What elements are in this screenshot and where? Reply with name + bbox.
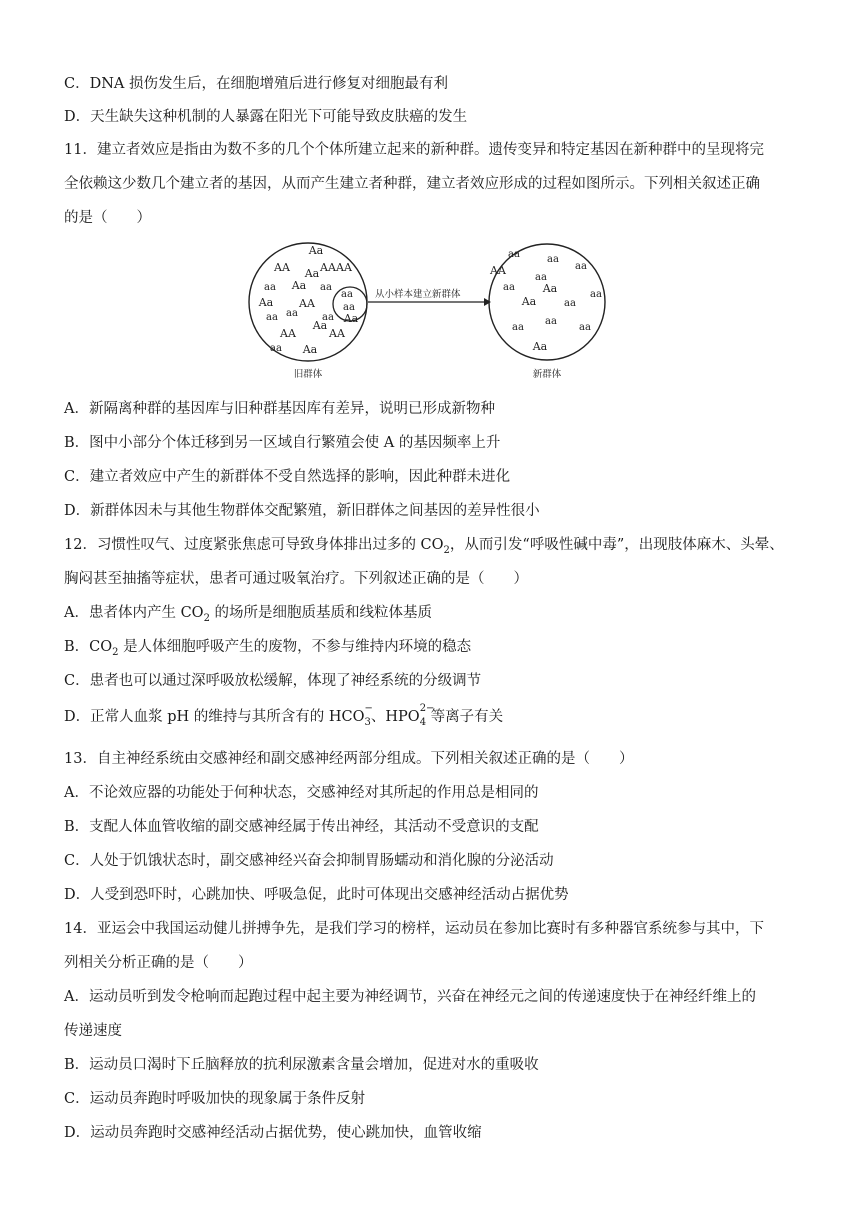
old-genotype-2: Aa <box>304 267 320 280</box>
old-population-label: 旧群体 <box>293 369 323 380</box>
new-genotype-13: Aa <box>532 340 548 353</box>
old-genotype-5: aa <box>264 282 276 293</box>
new-genotype-0: aa <box>508 249 520 260</box>
ion-charge <box>364 703 373 733</box>
sample-genotype-2: Aa <box>343 312 359 325</box>
superscript: − <box>364 703 373 714</box>
option-12b <box>64 637 471 663</box>
text-run: 的场所是细胞质基质和线粒体基质 <box>209 605 433 621</box>
option-13a: A．不论效应器的功能处于何种状态，交感神经对其所起的作用总是相同的 <box>64 785 539 801</box>
question-11-stem-line3: 的是（ ） <box>64 210 151 226</box>
new-genotype-9: aa <box>590 289 602 300</box>
text-run: 12．习惯性叹气、过度紧张焦虑可导致身体排出过多的 CO <box>64 537 444 553</box>
founder-effect-figure <box>246 236 616 386</box>
new-genotype-2: AA <box>490 264 506 277</box>
option-13d: D．人受到恐吓时，心跳加快、呼吸急促，此时可体现出交感神经活动占据优势 <box>64 887 569 903</box>
question-12-stem-line2: 胸闷甚至抽搐等症状，患者可通过吸氧治疗。下列叙述正确的是（ ） <box>64 571 528 587</box>
old-genotype-0: Aa <box>308 244 324 257</box>
option-14b: B．运动员口渴时下丘脑释放的抗利尿激素含量会增加，促进对水的重吸收 <box>64 1057 539 1073</box>
new-genotype-11: aa <box>545 316 557 327</box>
question-12-stem-line1 <box>64 535 784 561</box>
option-14a-line1: A．运动员听到发令枪响而起跑过程中起主要为神经调节，兴奋在神经元之间的传递速度快于在神经纤维上的 <box>64 989 756 1005</box>
option-14a-line2: 传递速度 <box>64 1023 122 1039</box>
option-10c: C．DNA 损伤发生后，在细胞增殖后进行修复对细胞最有利 <box>64 76 448 92</box>
question-11-stem-line2: 全依赖这少数几个建立者的基因，从而产生建立者种群，建立者效应形成的过程如图所示。下列相关叙述正确 <box>64 176 760 192</box>
subscript: 2 <box>112 646 119 658</box>
new-genotype-1: aa <box>547 254 559 265</box>
subscript: 2 <box>203 612 210 624</box>
old-genotype-10: aa <box>286 308 298 319</box>
new-genotype-5: aa <box>503 282 515 293</box>
option-11d: D．新群体因未与其他生物群体交配繁殖，新旧群体之间基因的差异性很小 <box>64 503 540 519</box>
old-genotype-15: AA <box>329 327 345 340</box>
old-genotype-9: AA <box>299 297 315 310</box>
option-13c: C．人处于饥饿状态时，副交感神经兴奋会抑制胃肠蠕动和消化腺的分泌活动 <box>64 853 554 869</box>
text-run: D．正常人血浆 pH 的维持与其所含有的 HCO <box>64 709 365 725</box>
option-11b: B．图中小部分个体迁移到另一区域自行繁殖会使 A 的基因频率上升 <box>64 435 501 451</box>
ion-charge <box>419 703 435 733</box>
arrow-label: 从小样本建立新群体 <box>375 289 461 300</box>
subscript: 2 <box>443 544 450 556</box>
new-genotype-4: aa <box>575 261 587 272</box>
text-run: 是人体细胞呼吸产生的废物，不参与维持内环境的稳态 <box>118 639 472 655</box>
old-genotype-8: Aa <box>258 296 274 309</box>
old-genotype-13: Aa <box>312 319 328 332</box>
option-14c: C．运动员奔跑时呼吸加快的现象属于条件反射 <box>64 1091 366 1107</box>
text-run: B．CO <box>64 639 113 655</box>
text-run: ，从而引发“呼吸性碱中毒”，出现肢体麻木、头晕、 <box>449 537 784 553</box>
old-genotype-14: AA <box>280 327 296 340</box>
new-genotype-7: Aa <box>521 295 537 308</box>
sample-genotype-1: aa <box>343 302 355 313</box>
question-14-stem-line1: 14．亚运会中我国运动健儿拼搏争先，是我们学习的榜样，运动员在参加比赛时有多种器官系统参与其中，下 <box>64 921 764 937</box>
old-genotype-12: aa <box>322 312 334 323</box>
arrow-head <box>484 298 491 306</box>
option-10d: D．天生缺失这种机制的人暴露在阳光下可能导致皮肤癌的发生 <box>64 109 468 125</box>
old-genotype-11: aa <box>266 312 278 323</box>
text-run: A．患者体内产生 CO <box>64 605 204 621</box>
question-13-stem: 13．自主神经系统由交感神经和副交感神经两部分组成。下列相关叙述正确的是（ ） <box>64 751 634 767</box>
text-run: 、HPO <box>370 709 420 725</box>
old-genotype-1: AA <box>274 261 290 274</box>
question-11-stem-line1: 11．建立者效应是指由为数不多的几个个体所建立起来的新种群。遗传变异和特定基因在新种群中的呈现将完 <box>64 142 764 158</box>
option-14d: D．运动员奔跑时交感神经活动占据优势，使心跳加快，血管收缩 <box>64 1125 482 1141</box>
old-genotype-3: AA <box>320 261 336 274</box>
option-12a <box>64 603 432 629</box>
option-13b: B．支配人体血管收缩的副交感神经属于传出神经，其活动不受意识的支配 <box>64 819 539 835</box>
new-genotype-12: aa <box>579 322 591 333</box>
option-11c: C．建立者效应中产生的新群体不受自然选择的影响，因此种群未进化 <box>64 469 511 485</box>
new-genotype-10: aa <box>512 322 524 333</box>
old-genotype-4: AA <box>336 261 352 274</box>
option-12d <box>64 703 504 733</box>
subscript: 3 <box>364 716 371 728</box>
new-genotype-6: Aa <box>542 282 558 295</box>
founder-effect-diagram <box>246 236 616 386</box>
question-14-stem-line2: 列相关分析正确的是（ ） <box>64 955 253 971</box>
subscript: 4 <box>419 716 427 728</box>
text-run: 等离子有关 <box>426 709 504 725</box>
new-genotype-3: aa <box>535 272 547 283</box>
sample-genotype-0: aa <box>341 289 353 300</box>
option-11a: A．新隔离种群的基因库与旧种群基因库有差异，说明已形成新物种 <box>64 401 495 417</box>
new-population-label: 新群体 <box>532 369 562 380</box>
old-genotype-6: Aa <box>291 279 307 292</box>
new-genotype-8: aa <box>564 298 576 309</box>
option-12c: C．患者也可以通过深呼吸放松缓解，体现了神经系统的分级调节 <box>64 673 482 689</box>
old-genotype-17: Aa <box>302 343 318 356</box>
old-genotype-16: aa <box>270 343 282 354</box>
old-genotype-7: aa <box>320 282 332 293</box>
superscript: 2− <box>419 703 435 714</box>
